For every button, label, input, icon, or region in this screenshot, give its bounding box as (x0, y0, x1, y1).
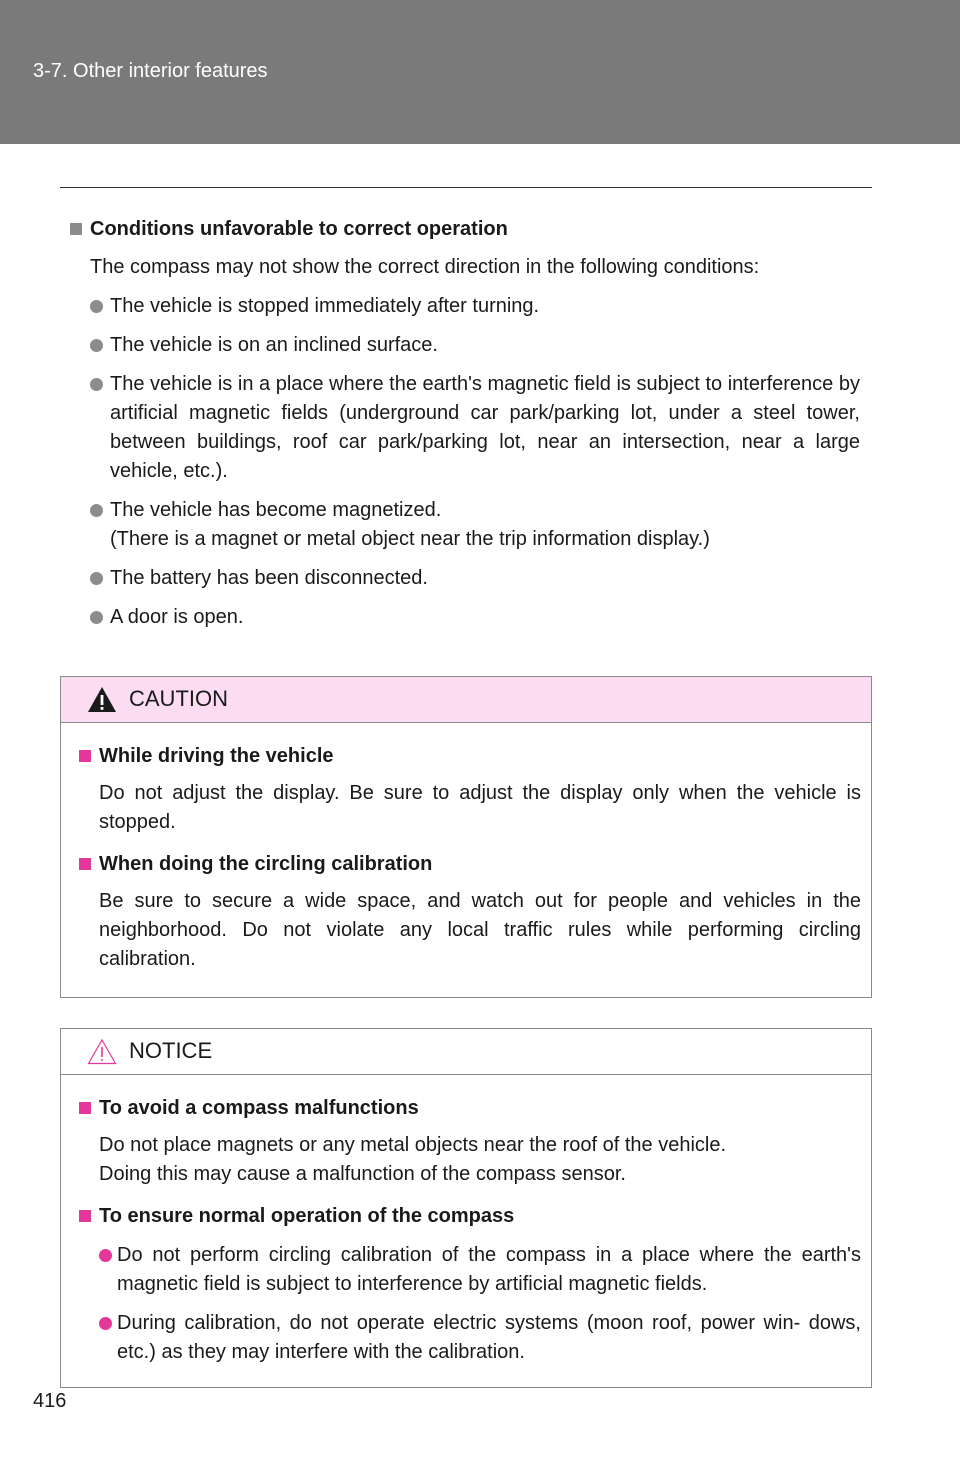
caution-box (60, 676, 872, 998)
bullet-dot-icon (99, 1249, 112, 1262)
notice-label: NOTICE (129, 1038, 213, 1063)
section-title: 3-7. Other interior features (33, 60, 268, 82)
list-item: A door is open. (70, 603, 860, 632)
square-bullet-icon (79, 1210, 91, 1222)
list-item: During calibration, do not operate electric systems (moon roof, power win- dows, etc.) as they may interfere with the calibration. (79, 1309, 861, 1367)
caution-header (61, 677, 871, 723)
bullet-dot-icon (90, 572, 103, 585)
notice-item-heading: To avoid a compass malfunctions (79, 1093, 861, 1123)
list-item: The vehicle has become magnetized. (There is a magnet or metal object near the trip information display.) (70, 496, 860, 554)
caution-item-text: Do not adjust the display. Be sure to adjust the display only when the vehicle is stopped. (99, 782, 861, 833)
notice-header (61, 1029, 871, 1075)
square-bullet-icon (70, 223, 82, 235)
notice-item-text: Do not place magnets or any metal objects near the roof of the vehicle. Doing this may cause a malfunction of the compass sensor. (99, 1134, 727, 1185)
notice-box (60, 1028, 872, 1388)
page-number: 416 (33, 1390, 67, 1412)
notice-item-heading: To ensure normal operation of the compass (79, 1201, 861, 1231)
conditions-section (70, 214, 860, 632)
list-item-note: (There is a magnet or metal object near the trip information display.) (110, 528, 710, 550)
bullet-dot-icon (90, 504, 103, 517)
bullet-dot-icon (90, 300, 103, 313)
header-divider (60, 187, 872, 188)
caution-item-text: Be sure to secure a wide space, and watch out for people and vehicles in the neighborhood. Do not violate any local traffic rules while performing circling calibration. (99, 890, 861, 970)
caution-label: CAUTION (129, 686, 228, 711)
square-bullet-icon (79, 858, 91, 870)
square-bullet-icon (79, 750, 91, 762)
caution-item-heading: When doing the circling calibration (79, 849, 861, 879)
bullet-dot-icon (90, 339, 103, 352)
warning-triangle-icon (87, 686, 117, 713)
list-item: Do not perform circling calibration of the compass in a place where the earth's magnetic field is subject to interference by artificial magnetic fields. (79, 1241, 861, 1299)
conditions-intro: The compass may not show the correct direction in the following conditions: (90, 256, 760, 278)
conditions-heading: Conditions unfavorable to correct operation (70, 214, 860, 244)
warning-triangle-outline-icon (87, 1038, 117, 1065)
bullet-dot-icon (99, 1317, 112, 1330)
list-item: The vehicle is in a place where the earth's magnetic field is subject to interference by artificial magnetic fields (underground car park/parking lot, under a steel tower, between buildings, roof car park/parking lot, near an intersection, near a large vehicle, etc.). (70, 370, 860, 486)
square-bullet-icon (79, 1102, 91, 1114)
page-header (0, 0, 960, 144)
list-item: The battery has been disconnected. (70, 564, 860, 593)
caution-item-heading: While driving the vehicle (79, 741, 861, 771)
bullet-dot-icon (90, 378, 103, 391)
list-item: The vehicle is stopped immediately after turning. (70, 292, 860, 321)
list-item: The vehicle is on an inclined surface. (70, 331, 860, 360)
bullet-dot-icon (90, 611, 103, 624)
